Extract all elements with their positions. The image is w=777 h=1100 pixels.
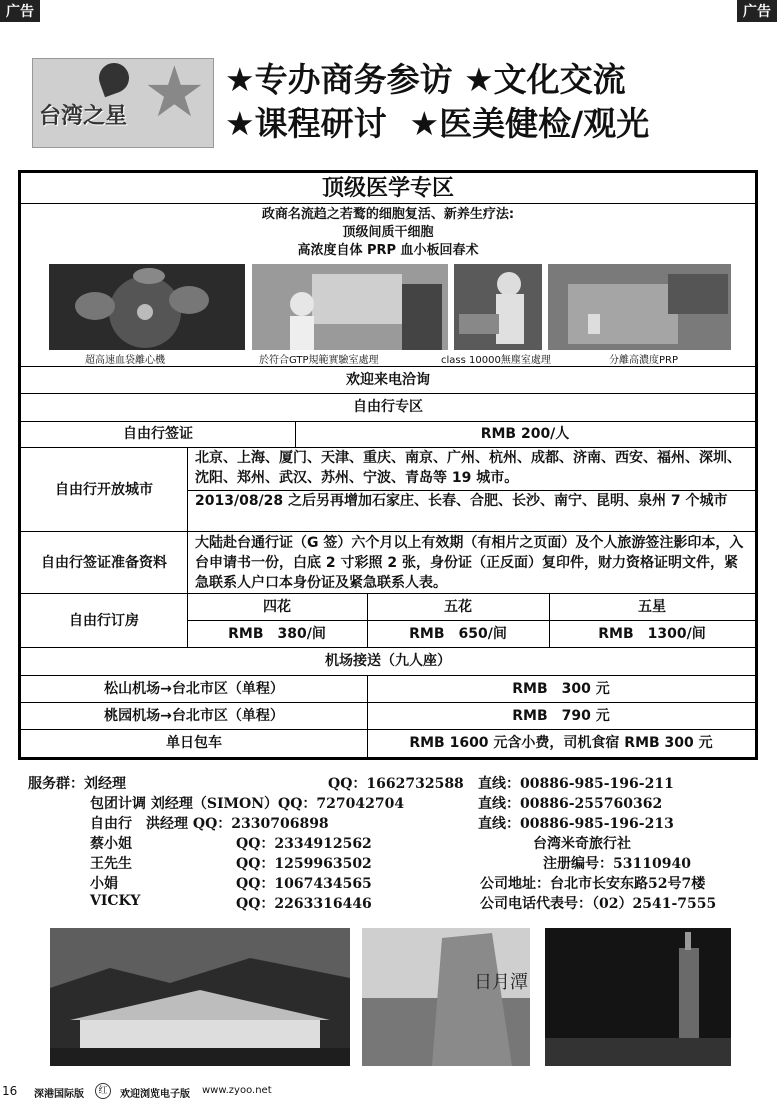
slogan: [225, 58, 649, 146]
docs-row: [21, 532, 755, 594]
medical-line-2: 顶级间质干细胞: [342, 225, 434, 240]
visa-label: 自由行签证: [123, 426, 193, 442]
footer-url[interactable]: www.zyoo.net: [202, 1085, 272, 1096]
hotel-price-1: RMB 380/间: [228, 626, 326, 642]
agency-name: 台湾米奇旅行社: [533, 836, 631, 852]
airport-price-2: RMB 790 元: [512, 708, 610, 724]
airport-price-1: RMB 300 元: [512, 681, 610, 697]
photo-caption-1: 超高速血袋離心機: [85, 355, 165, 366]
cities-row: [21, 448, 755, 532]
company-phone: 公司电话代表号：（02）2541-7555: [480, 896, 717, 912]
palace-museum-photo: [50, 928, 350, 1066]
registration-number: 注册编号：53110940: [543, 856, 691, 872]
service-table: [18, 170, 758, 760]
contact-3-phone: 直线：00886-985-196-213: [478, 816, 674, 832]
edition-name: 深港国际版: [34, 1089, 84, 1100]
medical-photos: [49, 264, 731, 366]
airport-route-1: 松山机场→台北市区（单程）: [104, 681, 284, 697]
charter-label: 单日包车: [166, 735, 222, 751]
medical-line-1: 政商名流趋之若鹜的细胞复活、新养生疗法:: [261, 207, 515, 222]
charter-price: RMB 1600 元含小费，司机食宿 RMB 300 元: [409, 735, 713, 751]
cities-list-2: 2013/08/28 之后另再增加石家庄、长春、合肥、长沙、南宁、昆明、泉州 7 个城市: [195, 493, 728, 509]
cities-list-1: 北京、上海、厦门、天津、重庆、南京、广州、杭州、成都、济南、西安、福州、深圳、沈阳、郑州、武汉、苏州、宁波、青岛等 19 城市。: [187, 448, 755, 491]
visa-price: RMB 200/人: [480, 426, 570, 442]
contact-5-qq: QQ：1259963502: [236, 856, 372, 872]
airport-header: 机场接送（九人座）: [21, 648, 755, 676]
slogan-line-2: ★课程研讨 ★医美健检/观光: [225, 104, 650, 143]
hotel-row: [21, 594, 755, 648]
docs-text: 大陆赴台通行证（G 签）六个月以上有效期（有相片之页面）及个人旅游签注影印本，入台申请书一份，白底 2 寸彩照 2 张，身份证（正反面）复印件，财力资格证明文件，紧急联系人户口本身份证及紧急联系人表。: [195, 535, 744, 591]
contact-6-qq: QQ：1067434565: [236, 876, 372, 892]
sun-moon-lake-photo: [362, 928, 530, 1066]
hotel-price-3: RMB 1300/间: [598, 626, 706, 642]
contact-4-qq: QQ：2334912562: [236, 836, 372, 852]
cleanroom-photo: [454, 264, 542, 350]
page-number: 16: [2, 1084, 18, 1098]
centrifuge-photo: [49, 264, 245, 350]
page-footer: [0, 1082, 777, 1100]
contact-2-phone: 直线：00886-255760362: [478, 796, 663, 812]
hotel-grade-1: 四花: [263, 599, 291, 615]
bird-icon: [95, 59, 133, 97]
photo-caption-4: 分離高濃度PRP: [609, 355, 679, 366]
contact-7-name: VICKY: [90, 893, 141, 909]
photo-caption-3: class 10000無塵室處理: [441, 355, 551, 366]
contact-5-name: 王先生: [90, 856, 132, 872]
charter-row: [21, 730, 755, 757]
airport-row-1: [21, 676, 755, 703]
stone-inscription: 日月潭: [474, 972, 528, 993]
hotel-grade-2: 五花: [444, 599, 472, 615]
logo-text: 台湾之星: [39, 103, 128, 129]
visa-row: [21, 422, 755, 448]
medical-line-3: 高浓度自体 PRP 血小板回春术: [297, 243, 479, 258]
footer-welcome: 欢迎浏览电子版: [120, 1089, 190, 1100]
contact-7-qq: QQ：2263316446: [236, 896, 372, 912]
docs-label: 自由行签证准备资料: [41, 555, 167, 571]
taipei-101-photo: [545, 928, 731, 1066]
slogan-line-1: ★专办商务参访 ★文化交流: [225, 60, 626, 99]
free-travel-header: 自由行专区: [21, 394, 755, 422]
contact-6-name: 小娟: [90, 876, 118, 892]
hotel-label: 自由行订房: [69, 613, 139, 629]
medical-title: 顶级医学专区: [21, 173, 755, 204]
contact-3-name: 自由行 洪经理 QQ：2330706898: [90, 816, 329, 832]
lab-photo: [252, 264, 448, 350]
contact-1-name: 服务群：刘经理: [28, 776, 126, 792]
contact-4-name: 蔡小姐: [90, 836, 132, 852]
hotel-price-2: RMB 650/间: [409, 626, 507, 642]
company-address: 公司地址：台北市长安东路52号7楼: [480, 876, 706, 892]
airport-row-2: [21, 703, 755, 730]
ad-tag-right: 广告: [737, 0, 777, 22]
star-icon: ★: [143, 58, 206, 133]
contact-1-phone: 直线：00886-985-196-211: [478, 776, 674, 792]
airport-route-2: 桃园机场→台北市区（单程）: [104, 708, 284, 724]
cities-label: 自由行开放城市: [55, 482, 153, 498]
contact-us: 欢迎来电洽询: [21, 367, 755, 394]
taiwan-star-logo: [32, 58, 214, 148]
ad-tag-left: 广告: [0, 0, 40, 22]
contact-2-name: 包团计调 刘经理（SIMON）QQ：727042704: [90, 796, 405, 812]
prp-photo: [548, 264, 731, 350]
contact-1-qq: QQ：1662732588: [328, 776, 464, 792]
edition-seal-icon: 红: [95, 1083, 111, 1099]
hotel-grade-3: 五星: [638, 599, 666, 615]
photo-caption-2: 於符合GTP規範實驗室處理: [259, 355, 379, 366]
